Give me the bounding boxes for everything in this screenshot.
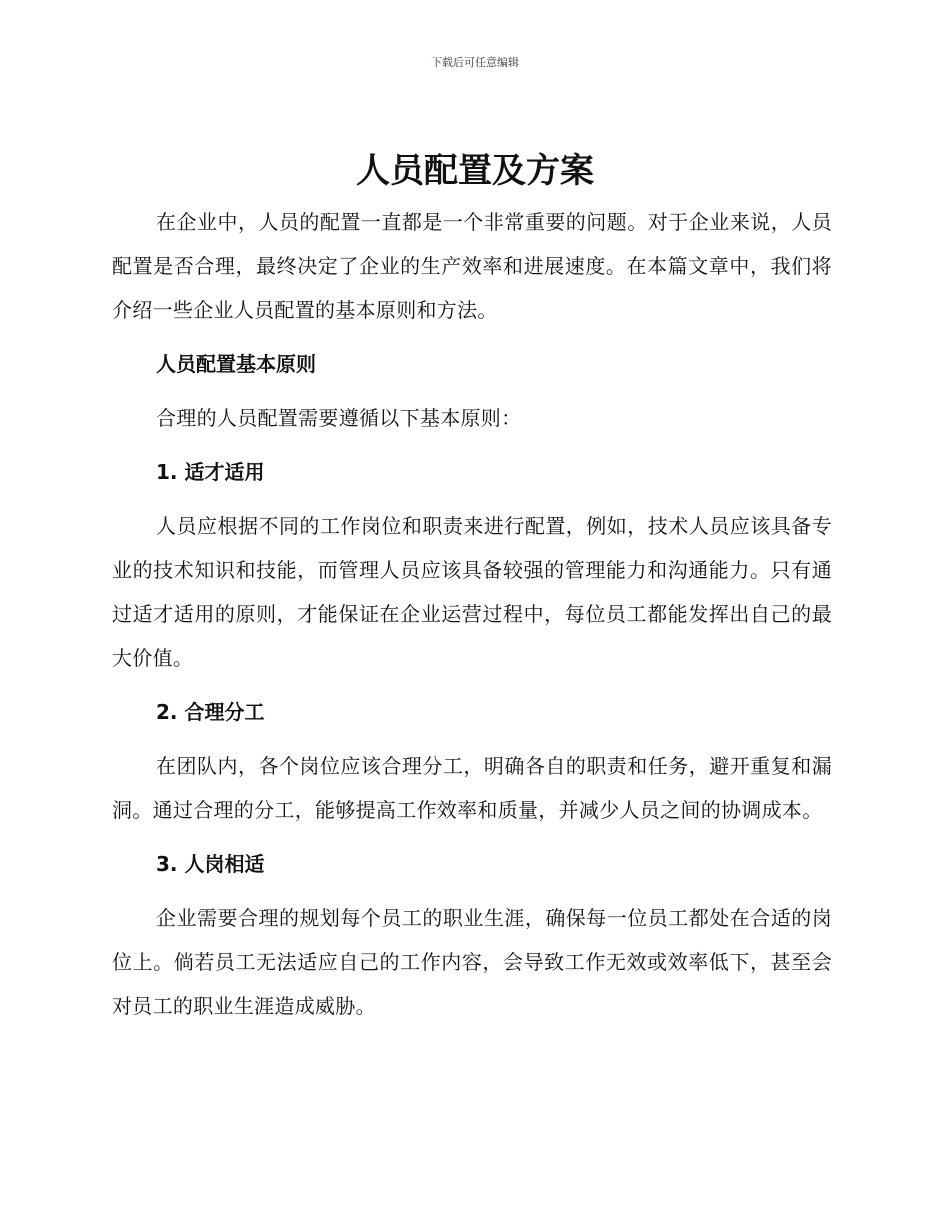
document-body	[112, 200, 832, 1028]
section-lead: 合理的人员配置需要遵循以下基本原则：	[156, 406, 522, 430]
principle-body-3: 企业需要合理的规划每个员工的职业生涯，确保每一位员工都处在合适的岗位上。倘若员工无法适应自己的工作内容，会导致工作无效或效率低下，甚至会对员工的职业生涯造成威胁。	[112, 906, 832, 1018]
intro-paragraph: 在企业中，人员的配置一直都是一个非常重要的问题。对于企业来说，人员配置是否合理，最终决定了企业的生产效率和进展速度。在本篇文章中，我们将介绍一些企业人员配置的基本原则和方法。	[112, 210, 832, 322]
principle-heading-2: 2. 合理分工	[156, 700, 265, 724]
principle-heading-1: 1. 适才适用	[156, 460, 265, 484]
page-title: 人员配置及方案	[356, 151, 594, 191]
principle-body-1: 人员应根据不同的工作岗位和职责来进行配置，例如，技术人员应该具备专业的技术知识和技能，而管理人员应该具备较强的管理能力和沟通能力。只有通过适才适用的原则，才能保证在企业运营过程中，每位员工都能发挥出自己的最大价值。	[112, 514, 832, 670]
principle-heading-3: 3. 人岗相适	[156, 852, 265, 876]
header-note: 下载后可任意编辑	[431, 56, 519, 69]
section-heading: 人员配置基本原则	[156, 352, 316, 376]
principle-body-2: 在团队内，各个岗位应该合理分工，明确各自的职责和任务，避开重复和漏洞。通过合理的分工，能够提高工作效率和质量，并减少人员之间的协调成本。	[112, 754, 832, 822]
